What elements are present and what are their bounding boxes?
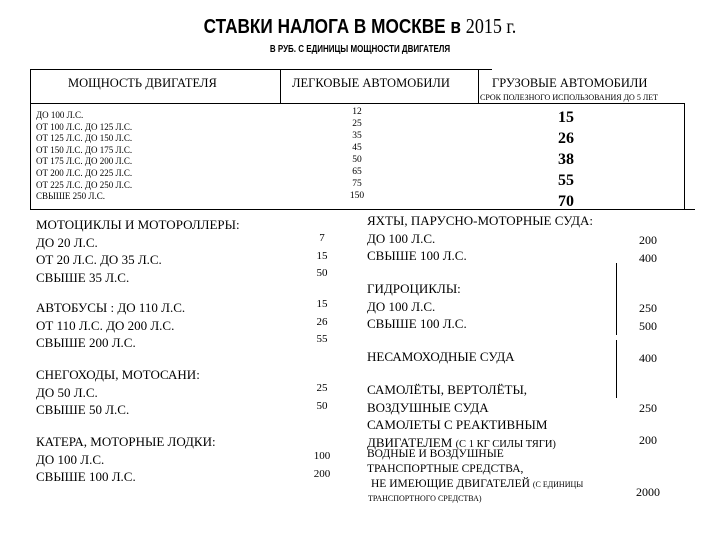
- group-title: АВТОБУСЫ : ДО 110 Л.С.: [36, 300, 186, 315]
- jets-rate: 200: [639, 433, 657, 447]
- table-top-border: [30, 69, 492, 70]
- jets-note: (С 1 КГ СИЛЫ ТЯГИ): [455, 438, 556, 450]
- header-trucks-note: СРОК ПОЛЕЗНОГО ИСПОЛЬЗОВАНИЯ ДО 5 ЛЕТ: [480, 93, 659, 102]
- power-row: ОТ 150 Л.С. ДО 175 Л.С.: [36, 144, 133, 155]
- group-line: СВЫШЕ 100 Л.С.: [367, 248, 467, 263]
- group-title: ЯХТЫ, ПАРУСНО-МОТОРНЫЕ СУДА:: [367, 213, 594, 228]
- group-line: САМОЛЁТЫ, ВЕРТОЛЁТЫ,: [367, 382, 528, 397]
- group-line: СВЫШЕ 35 Л.С.: [36, 269, 130, 285]
- rate: 500: [639, 318, 657, 333]
- rate: 15: [316, 249, 328, 262]
- rate: 55: [316, 333, 328, 345]
- boats-rates: [305, 448, 339, 483]
- right-border-top: [684, 103, 685, 210]
- group-line: СВЫШЕ 100 Л.С.: [36, 469, 136, 484]
- title-year: 2015 г.: [465, 14, 517, 38]
- power-row: ОТ 200 Л.С. ДО 225 Л.С.: [36, 167, 133, 178]
- other-note: (С ЕДИНИЦЫ: [532, 480, 584, 489]
- other-line3-text: НЕ ИМЕЮЩИЕ ДВИГАТЕЛЕЙ: [371, 478, 530, 490]
- car-rate: 75: [352, 179, 362, 189]
- truck-rates: [546, 107, 586, 212]
- group-title: КАТЕРА, МОТОРНЫЕ ЛОДКИ:: [36, 434, 216, 449]
- motorcycles-group: [36, 216, 240, 286]
- aircraft-group: [367, 381, 527, 416]
- group-line: ОТ 110 Л.С. ДО 200 Л.С.: [36, 317, 175, 333]
- header-trucks: ГРУЗОВЫЕ АВТОМОБИЛИ: [492, 76, 648, 90]
- rate: 50: [316, 399, 328, 412]
- snowmobiles-group: [36, 366, 200, 419]
- rate: 400: [639, 250, 657, 265]
- page-subtitle: В РУБ. С ЕДИНИЦЫ МОЩНОСТИ ДВИГАТЕЛЯ: [269, 44, 451, 55]
- group-title: МОТОЦИКЛЫ И МОТОРОЛЛЕРЫ:: [36, 217, 240, 232]
- group-line: СВЫШЕ 200 Л.С.: [36, 335, 136, 350]
- car-rate: 50: [352, 155, 362, 165]
- group-line: ВОЗДУШНЫЕ СУДА: [367, 399, 489, 415]
- header-power: МОЩНОСТЬ ДВИГАТЕЛЯ: [68, 76, 217, 90]
- group-line: ОТ 20 Л.С. ДО 35 Л.С.: [36, 252, 162, 267]
- motorcycles-rates: [305, 230, 339, 283]
- power-row: ОТ 100 Л.С. ДО 125 Л.С.: [36, 121, 133, 132]
- other-rate: 2000: [636, 485, 660, 499]
- jets-line2: ДВИГАТЕЛЕМ: [367, 434, 453, 450]
- car-rate: 65: [352, 167, 362, 177]
- yachts-group: [367, 212, 593, 265]
- jetski-group: [367, 280, 467, 333]
- truck-rate: 55: [558, 172, 574, 189]
- truck-rate: 70: [558, 193, 574, 210]
- group-line: ДО 20 Л.С.: [36, 234, 98, 250]
- rate: 7: [319, 232, 325, 244]
- other-line3: [371, 478, 583, 490]
- aircraft-rate: 250: [639, 401, 657, 415]
- table-divider-2: [478, 69, 479, 103]
- rate: 250: [639, 301, 657, 315]
- car-rate: 12: [352, 107, 362, 117]
- barges-label: НЕСАМОХОДНЫЕ СУДА: [367, 349, 515, 364]
- group-line: СВЫШЕ 50 Л.С.: [36, 402, 130, 417]
- truck-rate: 15: [558, 109, 574, 126]
- truck-rate: 38: [558, 151, 574, 168]
- jetski-rates: [628, 300, 668, 335]
- table-bottom-border: [30, 209, 695, 210]
- other-line2: ТРАНСПОРТНЫЕ СРЕДСТВА,: [367, 463, 524, 475]
- header-bottom-border: [30, 103, 685, 104]
- group-line: ДО 50 Л.С.: [36, 384, 98, 400]
- power-row: ОТ 125 Л.С. ДО 150 Л.С.: [36, 133, 133, 144]
- snowmobiles-rates: [305, 380, 339, 415]
- power-row: СВЫШЕ 250 Л.С.: [36, 191, 106, 202]
- rate: 100: [313, 450, 331, 462]
- group-line: ДО 100 Л.С.: [36, 451, 105, 467]
- header-cars: ЛЕГКОВЫЕ АВТОМОБИЛИ: [292, 76, 450, 90]
- power-row: ОТ 225 Л.С. ДО 250 Л.С.: [36, 179, 133, 190]
- buses-rates: [305, 296, 339, 349]
- group-title: ГИДРОЦИКЛЫ:: [367, 281, 461, 296]
- title-main: СТАВКИ НАЛОГА В МОСКВЕ в: [203, 16, 462, 38]
- lower-divider: [616, 263, 617, 335]
- group-line: САМОЛЕТЫ С РЕАКТИВНЫМ: [367, 417, 548, 432]
- other-line4: ТРАНСПОРТНОГО СРЕДСТВА): [368, 494, 482, 503]
- buses-group: [36, 299, 185, 352]
- rate: 25: [316, 382, 328, 394]
- rate: 50: [316, 267, 328, 279]
- group-line: ДО 100 Л.С.: [367, 230, 436, 246]
- car-rates: [337, 106, 377, 202]
- page-title: [50, 14, 669, 39]
- car-rate: 25: [352, 119, 362, 129]
- other-line1: ВОДНЫЕ И ВОЗДУШНЫЕ: [367, 448, 504, 460]
- table-divider-1: [280, 69, 281, 103]
- group-title: СНЕГОХОДЫ, МОТОСАНИ:: [36, 367, 200, 382]
- car-rate: 35: [352, 131, 362, 141]
- lower-divider-2: [616, 340, 617, 398]
- group-line: ДО 100 Л.С.: [367, 298, 436, 314]
- rate: 200: [639, 233, 657, 247]
- table-left-border: [30, 69, 31, 210]
- car-rate: 150: [349, 191, 365, 201]
- rate: 15: [316, 298, 328, 310]
- barges-rate: 400: [639, 351, 657, 365]
- yachts-rates: [628, 232, 668, 267]
- power-row: ДО 100 Л.С.: [36, 110, 84, 120]
- truck-rate: 26: [558, 130, 574, 147]
- rate: 26: [316, 315, 328, 328]
- group-line: СВЫШЕ 100 Л.С.: [367, 316, 467, 331]
- car-rate: 45: [352, 143, 362, 153]
- rate: 200: [313, 467, 331, 480]
- power-rows: [36, 110, 132, 203]
- boats-group: [36, 433, 216, 486]
- power-row: ОТ 175 Л.С. ДО 200 Л.С.: [36, 156, 133, 167]
